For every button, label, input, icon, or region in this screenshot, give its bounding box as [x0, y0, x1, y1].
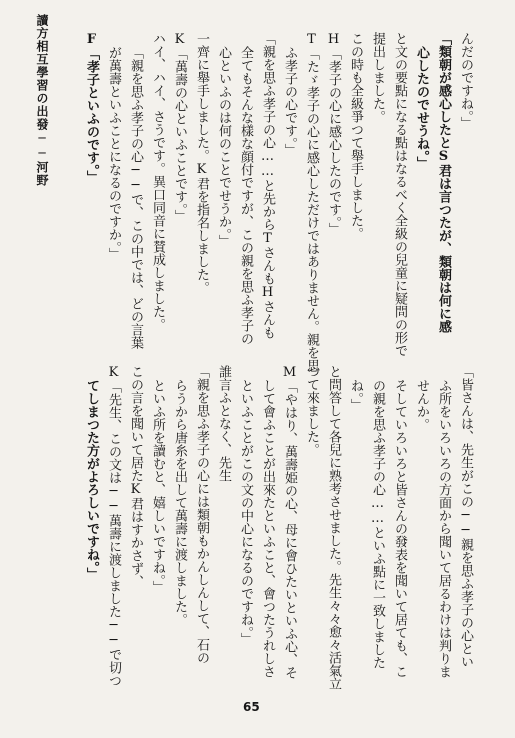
text-line: といふ所を讀むと、嬉しいですね。」 — [150, 379, 165, 594]
text-line: M「やはり、萬壽姫の心、母に會ひたいといふ心、そ — [282, 365, 297, 679]
text-line: して會ふことが出來たといふこと、會つたうれしさ — [260, 379, 275, 678]
text-line: ふ所をいろいろの方面から聞いて居るわけは判りま — [436, 379, 451, 678]
text-line: K「萬壽の心といふことです。」 — [172, 32, 187, 223]
text-line: 一齊に舉手しました。K君を指名しました。 — [194, 32, 209, 294]
text-line: んだのですね。」 — [458, 32, 473, 130]
text-line: つて來ました。 — [304, 365, 319, 456]
text-line: が萬壽といふことになるのですか。」 — [106, 46, 121, 261]
text-line: 全てもそんな樣な顔付ですが、この親を思ふ孝子の — [238, 46, 253, 345]
text-line: F「孝子といふのです。」 — [84, 32, 99, 184]
text-line: らうから唐糸を出して萬壽に渡しました。 — [172, 379, 187, 626]
text-line: と問答して各兒に熟考させました。先生々々愈々活氣立 — [326, 365, 341, 690]
text-line: ふ孝子の心です。」 — [282, 46, 297, 157]
text-line: 「親を思ふ孝子の心──で、この中では、どの言葉 — [128, 46, 143, 349]
text-line: 「類朝が感心したとS君は言つたが、類朝は何に感 — [436, 32, 451, 333]
text-line: ね。」 — [348, 379, 363, 412]
text-line: 提出しました。 — [370, 32, 385, 123]
text-line: 「皆さんは、先生がこの──親を思ふ孝子の心とい — [458, 365, 473, 668]
running-header: 讀方相互學習の出發──河野 — [35, 14, 49, 187]
text-line: せんか。 — [414, 379, 429, 431]
text-line: そしていろいろと皆さんの發表を聞いて居ても、こ — [392, 379, 407, 678]
text-line: 心したのでせうね。」 — [414, 46, 429, 170]
text-line: 心といふのは何のことでせうか。」 — [216, 46, 231, 248]
text-line: 「親を思ふ孝子の心には類朝もかんしんして、石の — [194, 365, 209, 664]
text-line: といふことがこの文の中心になるのですね。」 — [238, 379, 253, 646]
text-line: この言を聞いて居たK君はすかさず、 — [128, 365, 143, 588]
text-line: K「先生、この文は──萬壽に渡しました──で切つ — [106, 365, 121, 687]
text-line: T「たゞ孝子の心に感心しただけではありません。親を思 — [304, 32, 319, 372]
text-line: H「孝子の心に感心したのです。」 — [326, 32, 341, 236]
text-line: の親を思ふ孝子の心……といふ點に一致しました — [370, 379, 385, 669]
text-line: この時も全級爭つて舉手しました。 — [348, 32, 363, 240]
text-line: 「親を思ふ孝子の心……と先からTさんもHさんも — [260, 32, 275, 339]
page-number: 65 — [243, 700, 260, 714]
text-line: と文の要點になる點はなるべく全級の兒童に疑問の形で — [392, 32, 407, 357]
text-line: 誰言ふとなく、先生 — [216, 365, 231, 482]
text-line: てしまつた方がよろしいですね。」 — [84, 379, 99, 581]
text-line: ハイ、ハイ、さうです。異口同音に賛成しました。 — [150, 32, 165, 331]
